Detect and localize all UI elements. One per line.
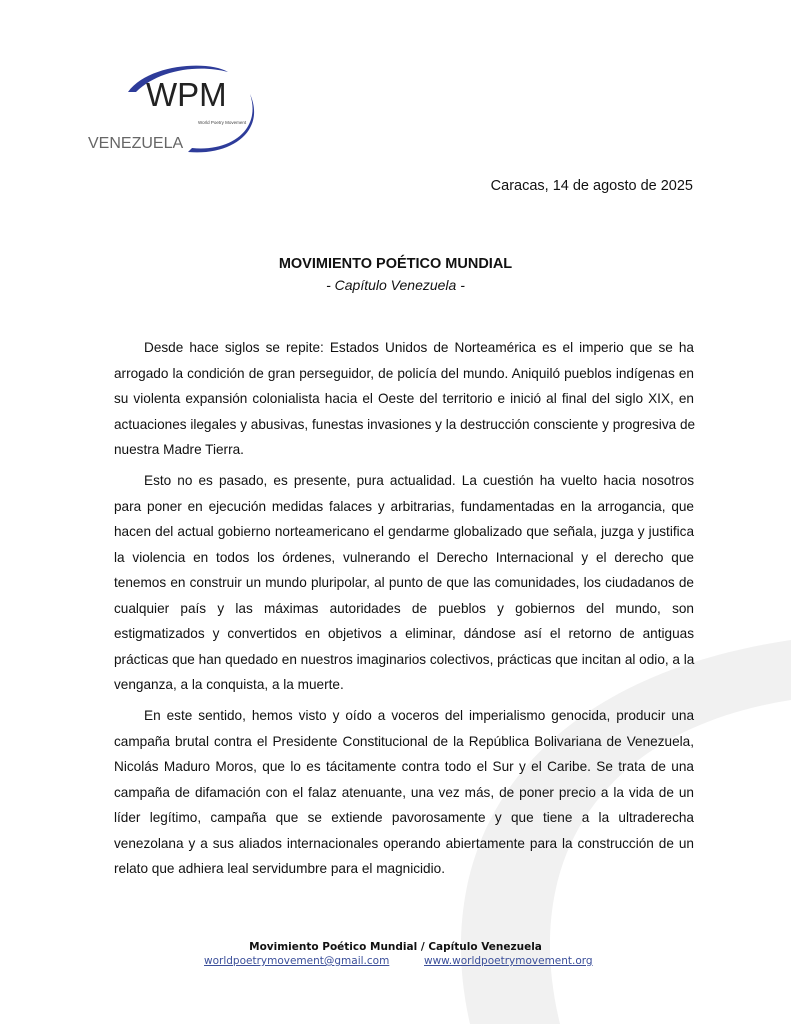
- footer-title: Movimiento Poético Mundial / Capítulo Venezuela: [249, 941, 542, 953]
- logo-sub-text: VENEZUELA: [88, 135, 184, 152]
- text-line: Nicolás Maduro Moros, que lo es tácitamente contra todo el Sur y el Caribe. Se trata de una: [114, 759, 694, 774]
- document-subtitle: - Capítulo Venezuela -: [326, 277, 465, 293]
- wpm-logo: [88, 64, 268, 160]
- paragraph: [114, 703, 694, 882]
- text-line: Esto no es pasado, es presente, pura actualidad. La cuestión ha vuelto hacia nosotros: [144, 473, 694, 488]
- text-line: prácticas que han quedado en nuestros imaginarios colectivos, prácticas que incitan al odio, a la: [114, 651, 695, 667]
- text-line: campaña de difamación con el falaz atenuante, una vez más, de poner precio a la vida de un: [114, 784, 694, 800]
- footer: [0, 941, 791, 971]
- letter-date: Caracas, 14 de agosto de 2025: [490, 178, 693, 194]
- text-line: la violencia en todos los órdenes, vulnerando el Derecho Internacional y el derecho que: [114, 549, 694, 565]
- text-line: campaña brutal contra el Presidente Constitucional de la República Bolivariana de Venezuela,: [114, 733, 694, 749]
- document-title: MOVIMIENTO POÉTICO MUNDIAL: [278, 256, 513, 272]
- text-line: tenemos en construir un mundo pluripolar, al punto de que las comunidades, los ciudadanos de: [114, 575, 694, 590]
- text-line: relato que adhiera leal servidumbre para el magnicidio.: [114, 861, 445, 876]
- text-line: estigmatizados y convertidos en objetivos a eliminar, dándose así el retorno de antiguas: [114, 626, 694, 641]
- paragraph: [114, 468, 694, 698]
- text-line: nuestra Madre Tierra.: [114, 442, 244, 457]
- text-line: para poner en ejecución medidas falaces y arbitrarias, fundamentadas en la arrogancia, que: [114, 498, 694, 514]
- letter-body: [114, 335, 694, 887]
- footer-links: [0, 955, 791, 971]
- website-link[interactable]: www.worldpoetrymovement.org: [424, 955, 593, 967]
- text-line: cualquier país y las máximas autoridades de pueblos y gobiernos del mundo, son: [114, 600, 694, 616]
- text-line: hacen del actual gobierno norteamericano el gendarme globalizado que señala, juzga y justifica: [114, 524, 694, 539]
- text-line: En este sentido, hemos visto y oído a voceros del imperialismo genocida, producir una: [144, 708, 694, 723]
- text-line: venezolana y a sus aliados internacionales operando abiertamente para la construcción de un: [114, 835, 694, 851]
- text-line: su violenta expansión colonialista hacia el Oeste del territorio e inició al final del siglo XIX, en: [114, 391, 694, 406]
- text-line: actuaciones ilegales y abusivas, funestas invasiones y la destrucción consciente y progresiva de: [114, 416, 696, 432]
- text-line: arrogado la condición de gran perseguidor, de policía del mundo. Aniquiló pueblos indígenas en: [114, 365, 694, 381]
- email-link[interactable]: worldpoetrymovement@gmail.com: [204, 955, 390, 967]
- logo-main-text: WPM: [146, 76, 227, 113]
- text-line: líder legítimo, campaña que se extiende pavorosamente y que tiene a la ultraderecha: [114, 810, 694, 825]
- paragraph: [114, 335, 694, 463]
- text-line: Desde hace siglos se repite: Estados Unidos de Norteamérica es el imperio que se ha: [144, 340, 694, 355]
- logo-tag-text: World Poetry Movement: [198, 120, 247, 125]
- text-line: venganza, a la conquista, a la muerte.: [114, 677, 344, 692]
